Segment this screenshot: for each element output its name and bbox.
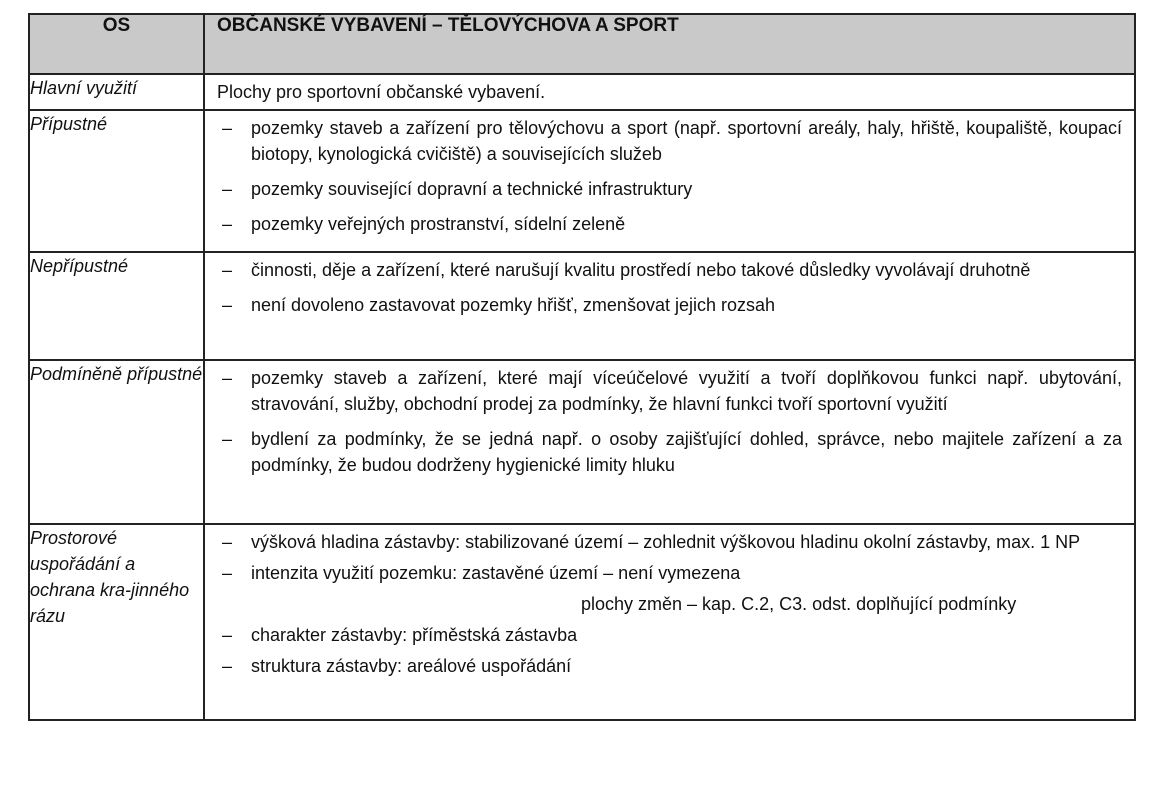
- row-content-not-permitted: [204, 252, 1135, 360]
- dash-bullet: –: [221, 532, 232, 552]
- list-item-text: struktura zástavby: areálové uspořádání: [251, 656, 572, 676]
- dash-bullet: –: [221, 260, 232, 280]
- dash-bullet: –: [221, 625, 232, 645]
- list-item-text: pozemky veřejných prostranství, sídelní zeleně: [251, 214, 626, 234]
- row-label-main-use: Hlavní využití: [29, 74, 204, 110]
- list-item: [217, 622, 1122, 648]
- list-item: [217, 292, 1122, 318]
- list-item-text: činnosti, děje a zařízení, které narušují kvalitu prostředí nebo takové důsledky vyvolávají druhotně: [251, 260, 1031, 280]
- table-row: [29, 524, 1135, 720]
- dash-bullet: –: [221, 179, 232, 199]
- list-item: [217, 176, 1122, 202]
- list-item: [217, 560, 1122, 617]
- list-item-text: pozemky staveb a zařízení, které mají víceúčelové využití a tvoří doplňkovou funkci např. ubytování, stravování, služby, obchodní prodej za podmínky, že hlavní funkci tvoří sportovní využití: [251, 368, 1122, 414]
- list-item: [217, 257, 1122, 283]
- table-row: [29, 360, 1135, 524]
- list-item: [217, 529, 1122, 555]
- list-item: [217, 115, 1122, 167]
- row-label-permitted: Přípustné: [29, 110, 204, 252]
- continuation-text: plochy změn – kap. C.2, C3. odst. doplňující podmínky: [581, 594, 1017, 614]
- list-item: [217, 365, 1122, 417]
- list-item-text: pozemky související dopravní a technické infrastruktury: [251, 179, 693, 199]
- row-content-main-use: [204, 74, 1135, 110]
- row-content-spatial-arrangement: [204, 524, 1135, 720]
- dash-bullet: –: [221, 368, 232, 388]
- header-title: OBČANSKÉ VYBAVENÍ – TĚLOVÝCHOVA A SPORT: [204, 14, 1135, 74]
- table-row: [29, 252, 1135, 360]
- table-row: [29, 74, 1135, 110]
- list-item-text: bydlení za podmínky, že se jedná např. o osoby zajišťující dohled, správce, nebo majitele zařízení a za podmínky, že budou dodrženy hygienické limity hluku: [251, 429, 1122, 475]
- table-row: [29, 110, 1135, 252]
- list-item-text: pozemky staveb a zařízení pro tělovýchovu a sport (např. sportovní areály, haly, hřiště, koupaliště, koupací biotopy, kynologická cvičiště) a souvisejících služeb: [251, 118, 1122, 164]
- row-content-conditionally-permitted: [204, 360, 1135, 524]
- row-label-not-permitted: Nepřípustné: [29, 252, 204, 360]
- dash-bullet: –: [221, 214, 232, 234]
- regulation-table: [28, 13, 1136, 721]
- list-item-text: výšková hladina zástavby: stabilizované území – zohlednit výškovou hladinu okolní zástavby, max. 1 NP: [251, 532, 1081, 552]
- dash-bullet: –: [221, 656, 232, 676]
- list-item-text: není dovoleno zastavovat pozemky hřišť, zmenšovat jejich rozsah: [251, 295, 776, 315]
- row-label-conditionally-permitted: Podmíněně přípustné: [29, 360, 204, 524]
- row-label-spatial-arrangement: Prostorové uspořádání a ochrana kra-jinného rázu: [29, 524, 204, 720]
- row-content-permitted: [204, 110, 1135, 252]
- table-header-row: [29, 14, 1135, 74]
- header-os: OS: [29, 14, 204, 74]
- list-item-text: intenzita využití pozemku: zastavěné území – není vymezena: [251, 563, 741, 583]
- dash-bullet: –: [221, 563, 232, 583]
- dash-bullet: –: [221, 295, 232, 315]
- dash-bullet: –: [221, 429, 232, 449]
- main-use-text: Plochy pro sportovní občanské vybavení.: [217, 82, 546, 102]
- dash-bullet: –: [221, 118, 232, 138]
- list-item: [217, 653, 1122, 679]
- list-item: [217, 211, 1122, 237]
- list-item: [217, 426, 1122, 478]
- list-item-text: charakter zástavby: příměstská zástavba: [251, 625, 578, 645]
